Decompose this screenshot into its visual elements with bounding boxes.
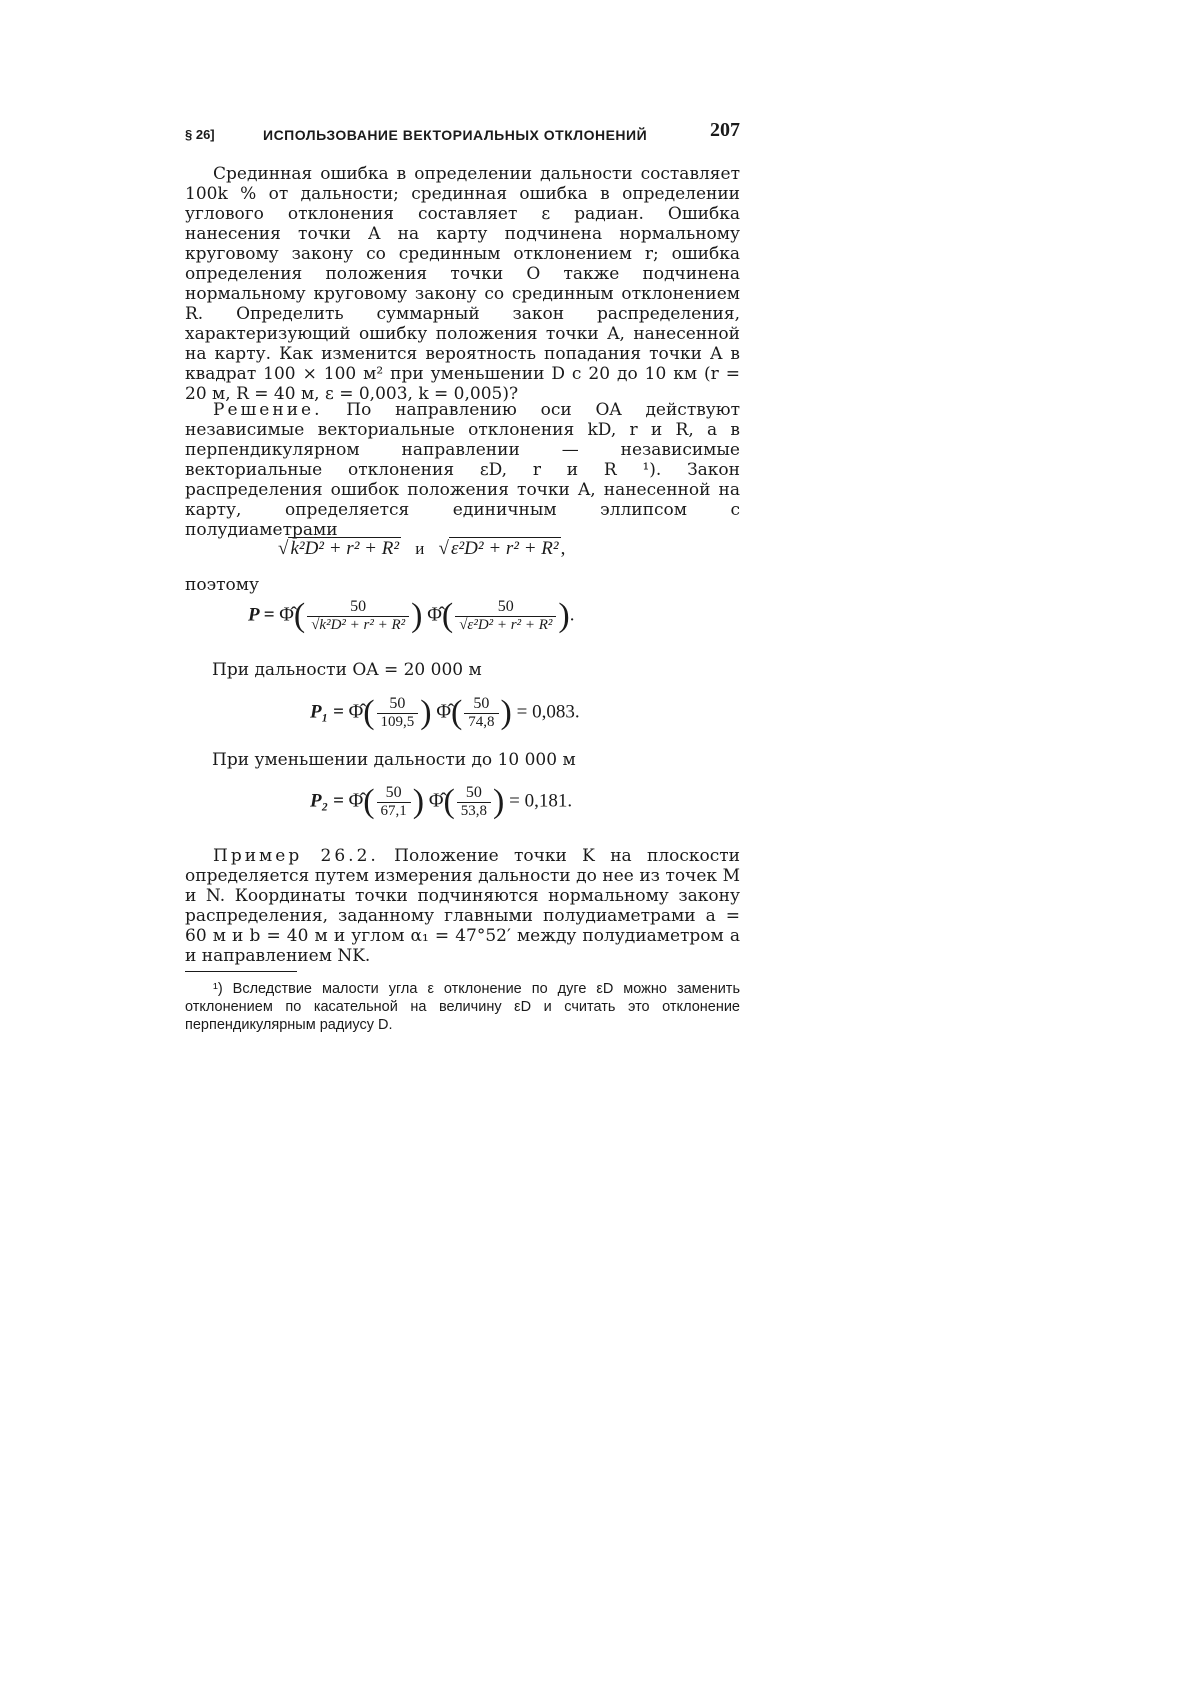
formula-P2-result: = 0,181.: [509, 790, 573, 812]
numerator: 50: [385, 784, 402, 801]
footnote: ¹) Вследствие малости угла ε отклонение по дуге εD можно заменить отклонением по касательной на величину εD и считать это отклонение перпендикулярным радиусу D.: [185, 981, 740, 1033]
denominator: 74,8: [464, 713, 498, 731]
page-header: [185, 117, 740, 147]
phi-hat-2: Φ̂: [436, 700, 451, 723]
phi-hat-2: Φ̂: [428, 789, 444, 812]
denominator: √ε²D² + r² + R²: [455, 616, 556, 634]
den-radicand-1: k²D² + r² + R²: [319, 617, 406, 633]
formula-P2-lhs: P₂ =: [310, 790, 349, 812]
fraction-1: [377, 784, 411, 820]
fraction-1: [307, 598, 409, 634]
formula-P-end: .: [569, 604, 575, 626]
phi-hat-1: Φ̂: [279, 603, 294, 626]
semidiameters-end: ,: [560, 538, 566, 559]
numerator: 50: [473, 695, 490, 712]
fraction-1: [377, 695, 419, 731]
denominator: √k²D² + r² + R²: [307, 616, 409, 634]
phi-hat-2: Φ̂: [427, 603, 442, 626]
fraction-2: [464, 695, 498, 731]
formula-P: P = Φ̂( $\frac{50}{\text{√k²D² + r² + R²}}$ ) Φ̂( $\frac{50}{\text{√ε²D² + r² + R²}}$ ).: [248, 597, 575, 634]
numerator: 50: [389, 695, 406, 712]
numerator: 50: [350, 598, 367, 615]
section-number: § 26]: [185, 127, 215, 142]
formula-P-lhs: P =: [248, 604, 280, 626]
denominator: 53,8: [457, 802, 491, 820]
fraction-2: [455, 598, 556, 634]
formula-P2: P₂ = Φ̂( $\frac{50}{67,1}$ ) Φ̂( $\frac{50}{53,8}$ ) = 0,181.: [310, 783, 573, 820]
numerator: 50: [497, 598, 514, 615]
page-number: 207: [710, 119, 740, 141]
phi-hat-1: Φ̂: [348, 700, 364, 723]
connector-word: и: [415, 539, 425, 558]
formula-P1-result: = 0,083.: [516, 701, 580, 723]
example-paragraph: [185, 846, 740, 966]
solution-lead: Решение.: [213, 400, 323, 420]
problem-statement: Срединная ошибка в определении дальности составляет 100k % от дальности; срединная ошибка в определении углового отклонения составляет ε радиан. Ошибка нанесения точки A на карту подчинена нормальному круговому закону со срединным отклонением r; ошибка определения положения точки O также подчинена нормальному круговому закону со срединным отклонением R. Определить суммарный закон распределения, характеризующий ошибку положения точки A, нанесенной на карту. Как изменится вероятность попадания точки A в квадрат 100 × 100 м² при уменьшении D с 20 до 10 км (r = 20 м, R = 40 м, ε = 0,003, k = 0,005)?: [185, 164, 740, 404]
label-therefore: поэтому: [185, 575, 259, 595]
phi-hat-1: Φ̂: [348, 789, 364, 812]
sqrt-first: √ k²D² + r² + R²: [278, 538, 400, 559]
example-lead: Пример 26.2.: [213, 846, 379, 866]
denominator: 109,5: [377, 713, 419, 731]
radicand-first: k²D² + r² + R²: [290, 538, 400, 559]
denominator: 67,1: [377, 802, 411, 820]
formula-P1-lhs: P₁ =: [310, 701, 349, 723]
solution-paragraph: [185, 400, 740, 540]
label-range-20000: При дальности OA = 20 000 м: [212, 660, 482, 680]
den-radicand-2: ε²D² + r² + R²: [467, 617, 553, 633]
example-text: Положение точки K на плоскости определяется путем измерения дальности до нее из точек M и N. Координаты точки подчиняются нормальному закону распределения, заданному главными полудиаметрами a = 60 м и b = 40 м и углом α₁ = 47°52′ между полудиаметром a и направлением NK.: [185, 846, 740, 966]
running-title: ИСПОЛЬЗОВАНИЕ ВЕКТОРИАЛЬНЫХ ОТКЛОНЕНИЙ: [263, 127, 648, 143]
solution-text: По направлению оси OA действуют независимые векториальные отклонения kD, r и R, а в перпендикулярном направлении — независимые векториальные отклонения εD, r и R ¹). Закон распределения ошибок положения точки A, нанесенной на карту, определяется единичным эллипсом с полудиаметрами: [185, 400, 741, 540]
numerator: 50: [465, 784, 482, 801]
formula-P1: P₁ = Φ̂( $\frac{50}{109,5}$ ) Φ̂( $\frac{50}{74,8}$ ) = 0,083.: [310, 694, 580, 731]
fraction-2: [457, 784, 491, 820]
semidiameters-formula: [278, 538, 565, 560]
sqrt-second: √ ε²D² + r² + R²: [438, 538, 559, 559]
footnote-divider: [185, 971, 297, 972]
radicand-second: ε²D² + r² + R²: [450, 538, 559, 559]
label-range-10000: При уменьшении дальности до 10 000 м: [212, 750, 576, 770]
